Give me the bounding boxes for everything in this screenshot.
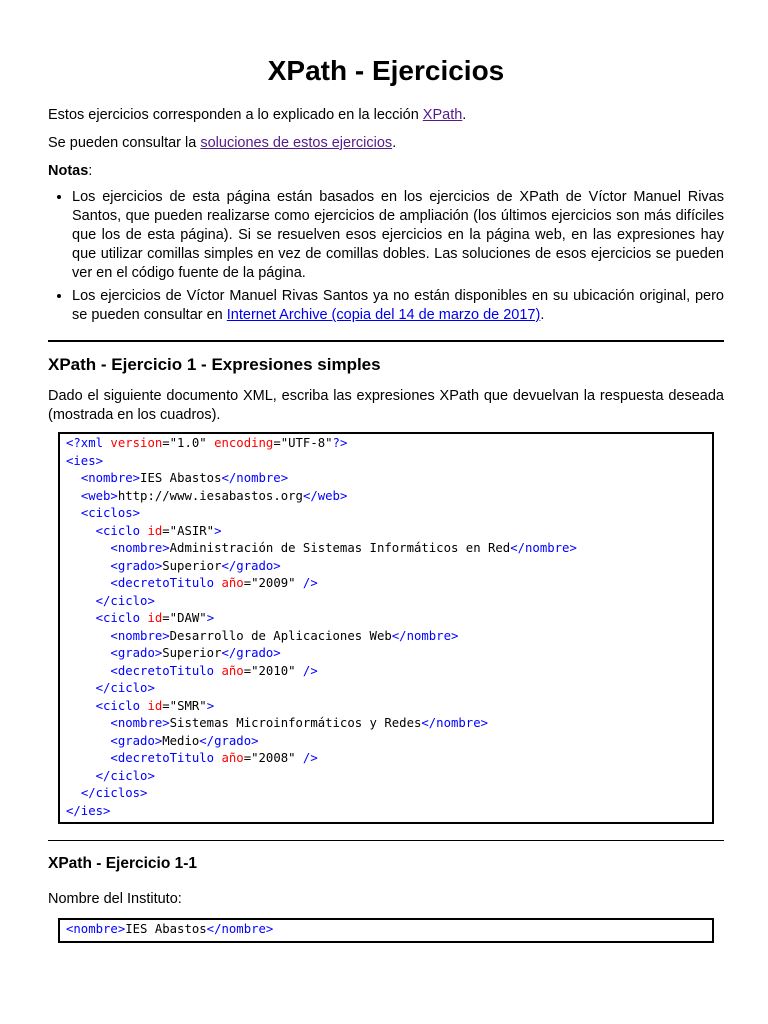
xml-line: <nombre>Desarrollo de Aplicaciones Web</nombre>	[110, 628, 459, 643]
xml-declaration-line: <?xml version="1.0" encoding="UTF-8"?>	[66, 436, 348, 450]
xml-line: </ciclo>	[95, 593, 155, 608]
xml-line: </ciclo>	[95, 681, 155, 695]
xml-line: </ciclos>	[80, 786, 148, 800]
notes-label: Notas:	[48, 163, 93, 179]
internet-archive-link[interactable]: Internet Archive (copia del 14 de marzo de 2017)	[226, 307, 541, 323]
xml-line: <ciclo id="ASIR">	[95, 523, 222, 538]
subsection-divider	[48, 840, 724, 841]
xml-line: <nombre>IES Abastos</nombre>	[80, 471, 289, 485]
exercise-1-description: Dado el siguiente documento XML, escriba las expresiones XPath que devuelvan la respuesta deseada (mostrada en los cuadros).	[48, 388, 724, 423]
exercise-1-1-heading: XPath - Ejercicio 1-1	[48, 855, 198, 872]
xml-line: <grado>Superior</grado>	[110, 646, 281, 660]
xml-line: <decretoTitulo año="2008" />	[110, 751, 318, 765]
section-divider	[48, 340, 724, 342]
notes-list	[48, 188, 724, 325]
note-item-2: • Los ejercicios de Víctor Manuel Rivas Santos ya no están disponibles en su ubicación original, pero se pueden consultar en Internet Archive (copia del 14 de marzo de 2017).	[72, 287, 724, 325]
xml-line: <grado>Medio</grado>	[110, 733, 259, 748]
xml-code-block	[58, 432, 714, 824]
xml-line: <ciclo id="SMR">	[95, 698, 215, 713]
answer-line: <nombre>IES Abastos</nombre>	[66, 922, 274, 936]
xml-line: <ciclos>	[80, 506, 141, 520]
xml-line: <nombre>Administración de Sistemas Informáticos en Red</nombre>	[110, 541, 577, 555]
xml-line: </ciclo>	[95, 768, 155, 783]
xml-line: <decretoTitulo año="2009" />	[110, 576, 318, 590]
xml-line: <decretoTitulo año="2010" />	[110, 663, 318, 678]
xml-line: <ciclo id="DAW">	[95, 611, 215, 625]
note-item-1: • Los ejercicios de esta página están basados en los ejercicios de XPath de Víctor Manuel Rivas Santos, que pueden realizarse como ejercicios de ampliación (los últimos ejercicios son más difíciles que los de esta página). Si se resuelven esos ejercicios en la página web, en las expresiones hay que utilizar comillas simples en vez de comillas dobles. Las soluciones de esos ejercicios se pueden ver en el código fuente de la página.	[72, 188, 724, 283]
page	[48, 0, 724, 943]
xml-line: <ies>	[66, 453, 104, 468]
solutions-link[interactable]: soluciones de estos ejercicios	[200, 135, 393, 151]
xml-line: </ies>	[66, 803, 111, 818]
xml-line: <nombre>Sistemas Microinformáticos y Redes</nombre>	[110, 716, 489, 730]
xpath-lesson-link[interactable]: XPath	[422, 107, 463, 123]
exercise-1-heading: XPath - Ejercicio 1 - Expresiones simples	[48, 355, 381, 374]
intro-paragraph: Estos ejercicios corresponden a lo explicado en la lección XPath.	[48, 107, 467, 123]
page-title: XPath - Ejercicios	[267, 55, 505, 86]
solutions-paragraph: Se pueden consultar la soluciones de estos ejercicios.	[48, 135, 397, 151]
answer-box	[58, 918, 714, 943]
exercise-1-1-question: Nombre del Instituto:	[48, 891, 182, 907]
xml-line: <grado>Superior</grado>	[110, 558, 281, 573]
xml-line: <web>http://www.iesabastos.org</web>	[80, 488, 348, 503]
